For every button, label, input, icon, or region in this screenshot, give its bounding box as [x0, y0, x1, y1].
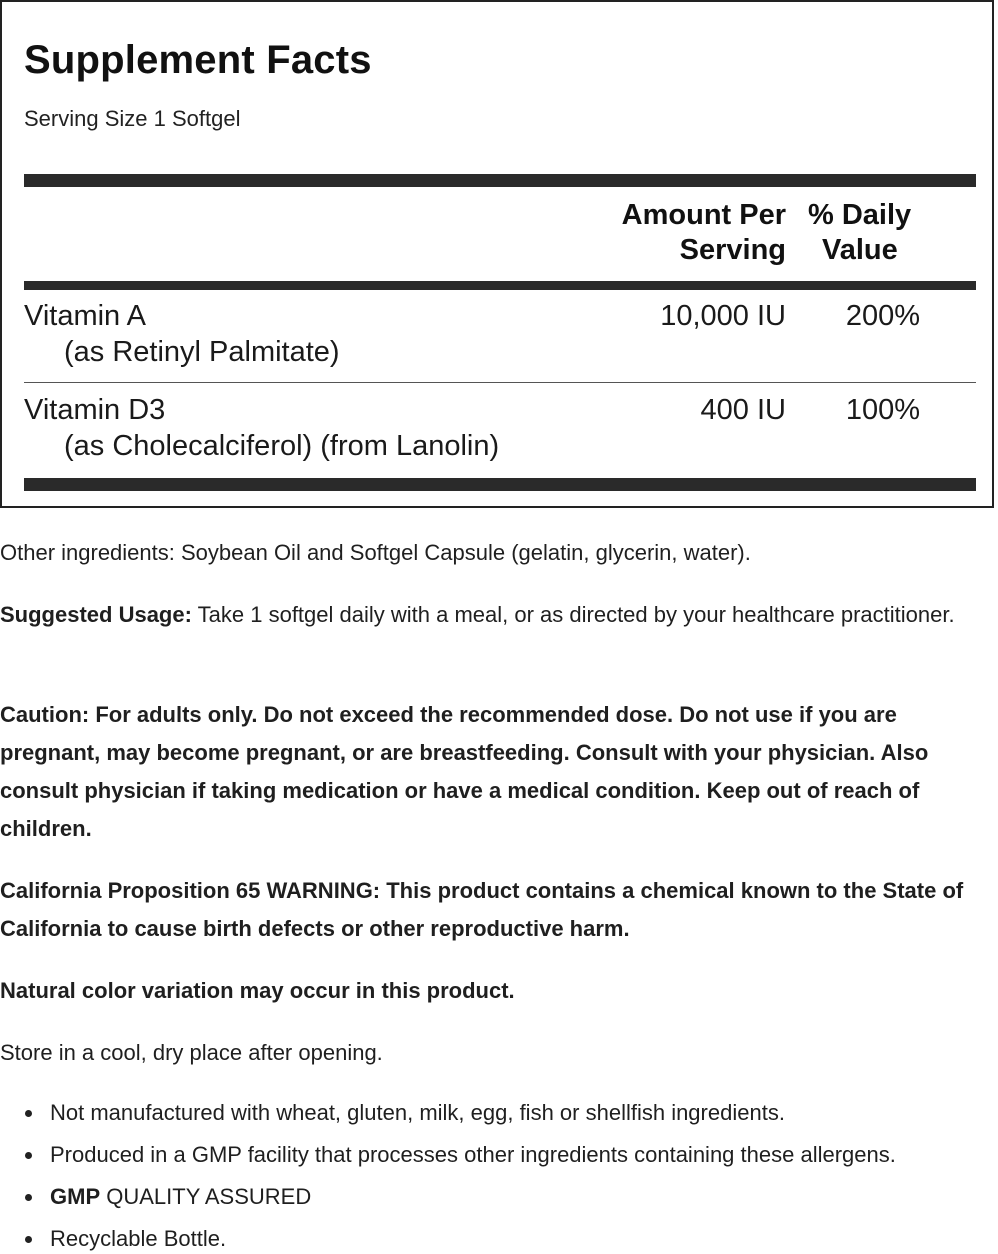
- header-daily-value: [808, 198, 936, 268]
- prop65-warning: California Proposition 65 WARNING: This product contains a chemical known to the State of California to cause birth defects or other reproductive harm.: [0, 878, 964, 941]
- nutrient-daily-value: 200%: [845, 300, 920, 332]
- facts-title: Supplement Facts: [24, 38, 372, 82]
- list-item-text: Recyclable Bottle.: [50, 1226, 227, 1251]
- gmp-label: GMP: [50, 1184, 101, 1209]
- nutrient-amount: 10,000 IU: [660, 300, 786, 332]
- gmp-text: QUALITY ASSURED: [100, 1184, 312, 1209]
- suggested-usage-text: Take 1 softgel daily with a meal, or as directed by your healthcare practitioner.: [191, 602, 955, 627]
- bullet-icon: [25, 1110, 32, 1117]
- serving-size: Serving Size 1 Softgel: [24, 106, 241, 131]
- list-item: [0, 1134, 998, 1176]
- list-item-text: Produced in a GMP facility that processes other ingredients containing these allergens.: [50, 1142, 896, 1167]
- nutrient-amount: 400 IU: [700, 394, 786, 426]
- list-item-text: Not manufactured with wheat, gluten, milk, egg, fish or shellfish ingredients.: [50, 1100, 785, 1125]
- color-variation-note: Natural color variation may occur in this product.: [0, 978, 515, 1003]
- header-amount-line1: Amount Per: [621, 199, 786, 231]
- bullet-icon: [25, 1194, 32, 1201]
- bullet-icon: [25, 1152, 32, 1159]
- divider-bar-bottom: [24, 478, 976, 491]
- header-amount-line2: Serving: [679, 234, 786, 266]
- supplement-facts-panel: [0, 0, 994, 508]
- nutrient-name: Vitamin A: [24, 300, 146, 332]
- bullet-icon: [25, 1236, 32, 1243]
- list-item: [0, 1092, 998, 1134]
- divider-bar-header: [24, 281, 976, 290]
- header-dv-line2: Value: [822, 234, 898, 266]
- nutrient-name: Vitamin D3: [24, 394, 166, 426]
- storage-note: Store in a cool, dry place after opening.: [0, 1040, 383, 1065]
- header-amount-per-serving: [542, 198, 786, 268]
- other-ingredients: Other ingredients: Soybean Oil and Softgel Capsule (gelatin, glycerin, water).: [0, 540, 751, 565]
- header-dv-line1: % Daily: [808, 199, 912, 231]
- list-item: [0, 1176, 998, 1218]
- row-divider: [24, 382, 976, 383]
- nutrient-source: (as Cholecalciferol) (from Lanolin): [64, 430, 500, 462]
- caution-text: Caution: For adults only. Do not exceed the recommended dose. Do not use if you are pregnant, may become pregnant, or are breastfeeding. Consult with your physician. Also consult physician if taking medication or have a medical condition. Keep out of reach of children.: [0, 702, 929, 841]
- feature-list: [0, 1092, 998, 1254]
- suggested-usage-label: Suggested Usage:: [0, 602, 192, 627]
- suggested-usage: [0, 596, 990, 634]
- divider-bar-top: [24, 174, 976, 187]
- nutrient-source: (as Retinyl Palmitate): [64, 336, 340, 368]
- nutrient-daily-value: 100%: [845, 394, 920, 426]
- list-item: [0, 1218, 998, 1254]
